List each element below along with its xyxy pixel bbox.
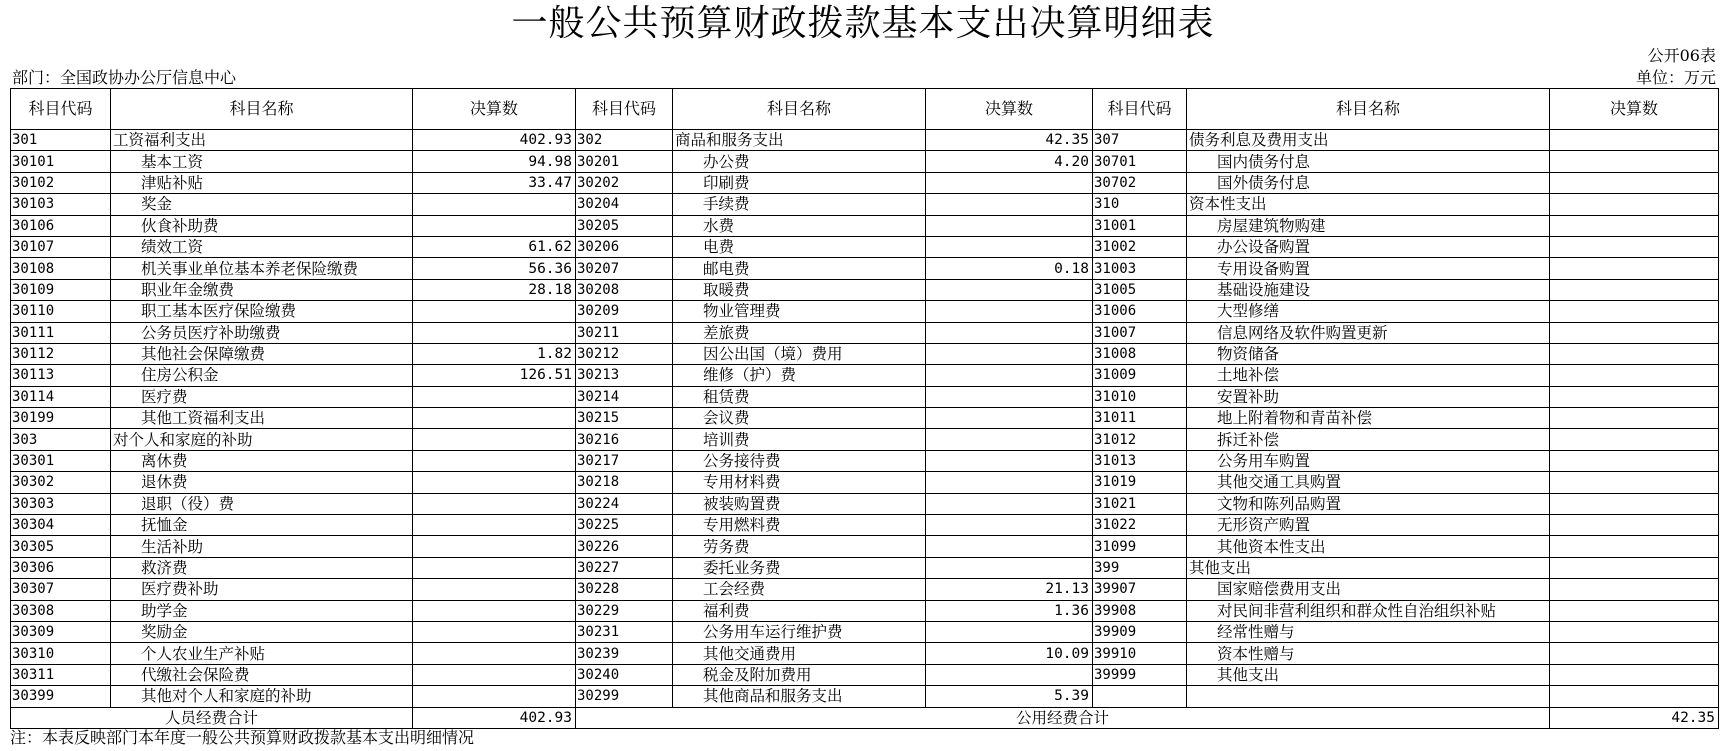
subject-code-cell: 39908 <box>1093 600 1187 621</box>
amount-cell <box>926 664 1093 685</box>
subject-code-cell: 30239 <box>576 643 673 664</box>
table-row <box>11 686 1719 707</box>
subject-code-cell: 31003 <box>1093 258 1187 279</box>
table-row <box>11 258 1719 279</box>
table-row <box>11 515 1719 536</box>
subject-code-cell: 31008 <box>1093 343 1187 364</box>
subject-name-cell: 其他商品和服务支出 <box>673 686 926 707</box>
amount-cell <box>926 322 1093 343</box>
subject-code-cell: 30106 <box>11 215 111 236</box>
amount-cell: 56.36 <box>413 258 576 279</box>
subject-name-cell: 其他工资福利支出 <box>111 408 413 429</box>
amount-cell <box>926 215 1093 236</box>
subject-code-cell: 30227 <box>576 557 673 578</box>
table-row <box>11 386 1719 407</box>
subject-name-cell: 职工基本医疗保险缴费 <box>111 301 413 322</box>
amount-cell <box>1550 600 1719 621</box>
subject-code-cell: 31002 <box>1093 236 1187 257</box>
amount-cell <box>413 536 576 557</box>
table-row <box>11 215 1719 236</box>
subject-code-cell: 310 <box>1093 194 1187 215</box>
amount-cell: 4.20 <box>926 151 1093 172</box>
subject-name-cell: 拆迁补偿 <box>1187 429 1550 450</box>
amount-cell <box>926 472 1093 493</box>
subject-code-cell: 39907 <box>1093 579 1187 600</box>
subject-code-cell: 30211 <box>576 322 673 343</box>
subject-name-cell: 专用燃料费 <box>673 515 926 536</box>
subject-code-cell: 30206 <box>576 236 673 257</box>
subject-name-cell: 基本工资 <box>111 151 413 172</box>
subject-name-cell: 其他交通费用 <box>673 643 926 664</box>
amount-cell: 21.13 <box>926 579 1093 600</box>
subject-code-cell: 30205 <box>576 215 673 236</box>
amount-cell <box>1550 579 1719 600</box>
subject-code-cell: 30307 <box>11 579 111 600</box>
subject-code-cell: 30301 <box>11 450 111 471</box>
subject-code-cell: 30201 <box>576 151 673 172</box>
subject-name-cell: 取暖费 <box>673 279 926 300</box>
table-row <box>11 536 1719 557</box>
subject-code-cell: 30110 <box>11 301 111 322</box>
header-cell: 科目名称 <box>111 89 413 130</box>
header-cell: 科目名称 <box>673 89 926 130</box>
subject-name-cell: 文物和陈列品购置 <box>1187 493 1550 514</box>
subject-name-cell: 维修（护）费 <box>673 365 926 386</box>
subject-name-cell: 医疗费补助 <box>111 579 413 600</box>
subject-name-cell: 培训费 <box>673 429 926 450</box>
subject-name-cell: 资本性赠与 <box>1187 643 1550 664</box>
personnel-total-value: 402.93 <box>413 707 576 728</box>
subject-code-cell: 30399 <box>11 686 111 707</box>
amount-cell <box>1550 279 1719 300</box>
table-row <box>11 664 1719 685</box>
amount-cell: 33.47 <box>413 172 576 193</box>
department-label: 部门：全国政协办公厅信息中心 <box>12 68 237 87</box>
subject-code-cell: 30701 <box>1093 151 1187 172</box>
amount-cell: 28.18 <box>413 279 576 300</box>
subject-name-cell: 绩效工资 <box>111 236 413 257</box>
subject-name-cell: 水费 <box>673 215 926 236</box>
totals-row <box>11 707 1719 728</box>
amount-cell <box>1550 557 1719 578</box>
subject-name-cell <box>1187 686 1550 707</box>
subject-name-cell: 公务接待费 <box>673 450 926 471</box>
subject-name-cell: 物资储备 <box>1187 343 1550 364</box>
subject-code-cell: 30228 <box>576 579 673 600</box>
amount-cell <box>413 472 576 493</box>
table-row <box>11 472 1719 493</box>
subject-name-cell: 大型修缮 <box>1187 301 1550 322</box>
subject-code-cell: 31001 <box>1093 215 1187 236</box>
form-number: 公开06表 <box>1647 46 1716 65</box>
subject-code-cell: 31099 <box>1093 536 1187 557</box>
amount-cell <box>1550 172 1719 193</box>
subject-code-cell: 30108 <box>11 258 111 279</box>
amount-cell <box>1550 450 1719 471</box>
subject-name-cell: 信息网络及软件购置更新 <box>1187 322 1550 343</box>
amount-cell <box>1550 365 1719 386</box>
amount-cell: 126.51 <box>413 365 576 386</box>
table-row <box>11 493 1719 514</box>
amount-cell: 5.39 <box>926 686 1093 707</box>
subject-name-cell: 退职（役）费 <box>111 493 413 514</box>
subject-code-cell: 30101 <box>11 151 111 172</box>
subject-name-cell: 生活补助 <box>111 536 413 557</box>
subject-name-cell: 其他支出 <box>1187 557 1550 578</box>
amount-cell <box>1550 386 1719 407</box>
subject-name-cell: 地上附着物和青苗补偿 <box>1187 408 1550 429</box>
table-row <box>11 236 1719 257</box>
subject-name-cell: 工资福利支出 <box>111 130 413 151</box>
subject-name-cell: 医疗费 <box>111 386 413 407</box>
table-row <box>11 130 1719 151</box>
subject-code-cell: 31007 <box>1093 322 1187 343</box>
subject-code-cell: 307 <box>1093 130 1187 151</box>
subject-name-cell: 办公费 <box>673 151 926 172</box>
amount-cell: 1.82 <box>413 343 576 364</box>
amount-cell <box>1550 215 1719 236</box>
subject-name-cell: 国家赔偿费用支出 <box>1187 579 1550 600</box>
subject-name-cell: 商品和服务支出 <box>673 130 926 151</box>
amount-cell <box>413 664 576 685</box>
subject-name-cell: 其他对个人和家庭的补助 <box>111 686 413 707</box>
subject-name-cell: 对个人和家庭的补助 <box>111 429 413 450</box>
amount-cell <box>413 493 576 514</box>
subject-name-cell: 福利费 <box>673 600 926 621</box>
subject-code-cell: 30299 <box>576 686 673 707</box>
subject-name-cell: 其他社会保障缴费 <box>111 343 413 364</box>
subject-name-cell: 助学金 <box>111 600 413 621</box>
table-header-row <box>11 89 1719 130</box>
subject-code-cell: 30113 <box>11 365 111 386</box>
amount-cell <box>413 429 576 450</box>
subject-name-cell: 国外债务付息 <box>1187 172 1550 193</box>
amount-cell <box>413 686 576 707</box>
subject-name-cell: 债务利息及费用支出 <box>1187 130 1550 151</box>
amount-cell <box>1550 429 1719 450</box>
subject-name-cell: 土地补偿 <box>1187 365 1550 386</box>
subject-code-cell: 30702 <box>1093 172 1187 193</box>
table-row <box>11 151 1719 172</box>
amount-cell <box>413 215 576 236</box>
subject-name-cell: 其他支出 <box>1187 664 1550 685</box>
header-cell: 科目代码 <box>1093 89 1187 130</box>
table-row <box>11 450 1719 471</box>
amount-cell <box>1550 664 1719 685</box>
footnote: 注：本表反映部门本年度一般公共预算财政拨款基本支出明细情况 <box>10 728 475 747</box>
subject-code-cell: 30308 <box>11 600 111 621</box>
subject-code-cell: 30209 <box>576 301 673 322</box>
subject-code-cell: 301 <box>11 130 111 151</box>
table-row <box>11 172 1719 193</box>
subject-code-cell: 30304 <box>11 515 111 536</box>
amount-cell <box>413 322 576 343</box>
subject-code-cell: 30218 <box>576 472 673 493</box>
table-row <box>11 301 1719 322</box>
subject-code-cell: 30240 <box>576 664 673 685</box>
subject-code-cell: 31009 <box>1093 365 1187 386</box>
table-row <box>11 194 1719 215</box>
subject-code-cell: 30302 <box>11 472 111 493</box>
amount-cell <box>1550 301 1719 322</box>
subject-name-cell: 电费 <box>673 236 926 257</box>
amount-cell <box>1550 194 1719 215</box>
amount-cell: 94.98 <box>413 151 576 172</box>
amount-cell <box>413 450 576 471</box>
subject-name-cell: 公务员医疗补助缴费 <box>111 322 413 343</box>
amount-cell <box>926 236 1093 257</box>
amount-cell <box>1550 236 1719 257</box>
subject-code-cell: 31021 <box>1093 493 1187 514</box>
subject-name-cell: 会议费 <box>673 408 926 429</box>
subject-code-cell: 31010 <box>1093 386 1187 407</box>
amount-cell <box>1550 686 1719 707</box>
subject-name-cell: 机关事业单位基本养老保险缴费 <box>111 258 413 279</box>
amount-cell <box>413 579 576 600</box>
subject-code-cell: 302 <box>576 130 673 151</box>
amount-cell <box>413 515 576 536</box>
amount-cell <box>413 557 576 578</box>
subject-code-cell: 30202 <box>576 172 673 193</box>
subject-code-cell: 30207 <box>576 258 673 279</box>
subject-code-cell: 303 <box>11 429 111 450</box>
public-total-label: 公用经费合计 <box>576 707 1550 728</box>
subject-name-cell: 税金及附加费用 <box>673 664 926 685</box>
subject-name-cell: 资本性支出 <box>1187 194 1550 215</box>
public-total-value: 42.35 <box>1550 707 1719 728</box>
subject-name-cell: 其他资本性支出 <box>1187 536 1550 557</box>
subject-code-cell: 30114 <box>11 386 111 407</box>
subject-name-cell: 其他交通工具购置 <box>1187 472 1550 493</box>
subject-code-cell: 30111 <box>11 322 111 343</box>
subject-code-cell: 39909 <box>1093 621 1187 642</box>
subject-code-cell: 31005 <box>1093 279 1187 300</box>
amount-cell <box>926 172 1093 193</box>
table-row <box>11 600 1719 621</box>
subject-code-cell: 30204 <box>576 194 673 215</box>
table-row <box>11 579 1719 600</box>
subject-code-cell: 30309 <box>11 621 111 642</box>
subject-code-cell: 30305 <box>11 536 111 557</box>
subject-name-cell: 劳务费 <box>673 536 926 557</box>
table-row <box>11 408 1719 429</box>
subject-name-cell: 代缴社会保险费 <box>111 664 413 685</box>
amount-cell: 61.62 <box>413 236 576 257</box>
subject-name-cell: 住房公积金 <box>111 365 413 386</box>
expenditure-detail-table <box>10 88 1719 729</box>
subject-name-cell: 邮电费 <box>673 258 926 279</box>
subject-code-cell: 30217 <box>576 450 673 471</box>
subject-name-cell: 印刷费 <box>673 172 926 193</box>
subject-code-cell: 30310 <box>11 643 111 664</box>
subject-name-cell: 办公设备购置 <box>1187 236 1550 257</box>
subject-name-cell: 奖励金 <box>111 621 413 642</box>
amount-cell <box>926 365 1093 386</box>
subject-code-cell: 30102 <box>11 172 111 193</box>
amount-cell <box>413 643 576 664</box>
amount-cell: 1.36 <box>926 600 1093 621</box>
subject-name-cell: 伙食补助费 <box>111 215 413 236</box>
amount-cell: 0.18 <box>926 258 1093 279</box>
subject-name-cell: 物业管理费 <box>673 301 926 322</box>
amount-cell <box>926 557 1093 578</box>
subject-name-cell: 奖金 <box>111 194 413 215</box>
subject-code-cell: 30229 <box>576 600 673 621</box>
table-row <box>11 429 1719 450</box>
subject-name-cell: 无形资产购置 <box>1187 515 1550 536</box>
subject-name-cell: 离休费 <box>111 450 413 471</box>
amount-cell: 42.35 <box>926 130 1093 151</box>
subject-code-cell: 30199 <box>11 408 111 429</box>
subject-code-cell: 39910 <box>1093 643 1187 664</box>
header-cell: 科目代码 <box>11 89 111 130</box>
subject-code-cell: 30231 <box>576 621 673 642</box>
amount-cell <box>1550 536 1719 557</box>
table-row <box>11 621 1719 642</box>
amount-cell <box>1550 515 1719 536</box>
page-title: 一般公共预算财政拨款基本支出决算明细表 <box>511 3 1215 44</box>
table-row <box>11 343 1719 364</box>
subject-name-cell: 安置补助 <box>1187 386 1550 407</box>
amount-cell <box>1550 493 1719 514</box>
amount-cell <box>1550 472 1719 493</box>
subject-name-cell: 国内债务付息 <box>1187 151 1550 172</box>
header-cell: 科目代码 <box>576 89 673 130</box>
subject-code-cell: 30103 <box>11 194 111 215</box>
subject-code-cell <box>1093 686 1187 707</box>
subject-code-cell: 399 <box>1093 557 1187 578</box>
table-row <box>11 279 1719 300</box>
amount-cell <box>1550 643 1719 664</box>
amount-cell <box>413 386 576 407</box>
personnel-total-label: 人员经费合计 <box>11 707 413 728</box>
subject-code-cell: 31012 <box>1093 429 1187 450</box>
unit-label: 单位：万元 <box>1635 68 1716 87</box>
subject-code-cell: 31022 <box>1093 515 1187 536</box>
subject-code-cell: 30213 <box>576 365 673 386</box>
amount-cell: 402.93 <box>413 130 576 151</box>
subject-code-cell: 30208 <box>576 279 673 300</box>
amount-cell <box>1550 322 1719 343</box>
amount-cell <box>413 408 576 429</box>
subject-code-cell: 30214 <box>576 386 673 407</box>
subject-name-cell: 房屋建筑物购建 <box>1187 215 1550 236</box>
subject-code-cell: 30306 <box>11 557 111 578</box>
subject-code-cell: 30303 <box>11 493 111 514</box>
subject-code-cell: 30226 <box>576 536 673 557</box>
subject-code-cell: 31013 <box>1093 450 1187 471</box>
amount-cell <box>1550 130 1719 151</box>
subject-code-cell: 39999 <box>1093 664 1187 685</box>
amount-cell <box>926 408 1093 429</box>
amount-cell <box>926 429 1093 450</box>
subject-code-cell: 30215 <box>576 408 673 429</box>
amount-cell: 10.09 <box>926 643 1093 664</box>
subject-code-cell: 30225 <box>576 515 673 536</box>
subject-code-cell: 30216 <box>576 429 673 450</box>
table-row <box>11 557 1719 578</box>
amount-cell <box>1550 151 1719 172</box>
table-row <box>11 365 1719 386</box>
subject-name-cell: 对民间非营利组织和群众性自治组织补贴 <box>1187 600 1550 621</box>
amount-cell <box>926 343 1093 364</box>
subject-name-cell: 被装购置费 <box>673 493 926 514</box>
subject-name-cell: 职业年金缴费 <box>111 279 413 300</box>
subject-name-cell: 基础设施建设 <box>1187 279 1550 300</box>
subject-code-cell: 30224 <box>576 493 673 514</box>
subject-name-cell: 公务用车运行维护费 <box>673 621 926 642</box>
subject-name-cell: 个人农业生产补贴 <box>111 643 413 664</box>
subject-code-cell: 31011 <box>1093 408 1187 429</box>
subject-name-cell: 专用材料费 <box>673 472 926 493</box>
table-row <box>11 322 1719 343</box>
amount-cell <box>413 301 576 322</box>
amount-cell <box>926 536 1093 557</box>
amount-cell <box>1550 258 1719 279</box>
subject-code-cell: 30107 <box>11 236 111 257</box>
subject-name-cell: 委托业务费 <box>673 557 926 578</box>
subject-name-cell: 专用设备购置 <box>1187 258 1550 279</box>
amount-cell <box>1550 343 1719 364</box>
amount-cell <box>413 600 576 621</box>
subject-name-cell: 津贴补贴 <box>111 172 413 193</box>
table-row <box>11 643 1719 664</box>
amount-cell <box>926 450 1093 471</box>
subject-name-cell: 手续费 <box>673 194 926 215</box>
subject-name-cell: 救济费 <box>111 557 413 578</box>
subject-name-cell: 租赁费 <box>673 386 926 407</box>
amount-cell <box>926 279 1093 300</box>
amount-cell <box>926 621 1093 642</box>
header-cell: 决算数 <box>413 89 576 130</box>
amount-cell <box>413 194 576 215</box>
subject-name-cell: 经常性赠与 <box>1187 621 1550 642</box>
subject-name-cell: 抚恤金 <box>111 515 413 536</box>
subject-code-cell: 31019 <box>1093 472 1187 493</box>
subject-code-cell: 30109 <box>11 279 111 300</box>
amount-cell <box>926 493 1093 514</box>
header-cell: 决算数 <box>1550 89 1719 130</box>
subject-name-cell: 退休费 <box>111 472 413 493</box>
amount-cell <box>926 194 1093 215</box>
amount-cell <box>1550 408 1719 429</box>
amount-cell <box>413 621 576 642</box>
subject-name-cell: 工会经费 <box>673 579 926 600</box>
amount-cell <box>926 386 1093 407</box>
subject-code-cell: 30311 <box>11 664 111 685</box>
amount-cell <box>1550 621 1719 642</box>
amount-cell <box>926 301 1093 322</box>
header-cell: 科目名称 <box>1187 89 1550 130</box>
amount-cell <box>926 515 1093 536</box>
subject-name-cell: 差旅费 <box>673 322 926 343</box>
subject-name-cell: 因公出国（境）费用 <box>673 343 926 364</box>
subject-code-cell: 31006 <box>1093 301 1187 322</box>
header-cell: 决算数 <box>926 89 1093 130</box>
subject-code-cell: 30212 <box>576 343 673 364</box>
subject-code-cell: 30112 <box>11 343 111 364</box>
subject-name-cell: 公务用车购置 <box>1187 450 1550 471</box>
